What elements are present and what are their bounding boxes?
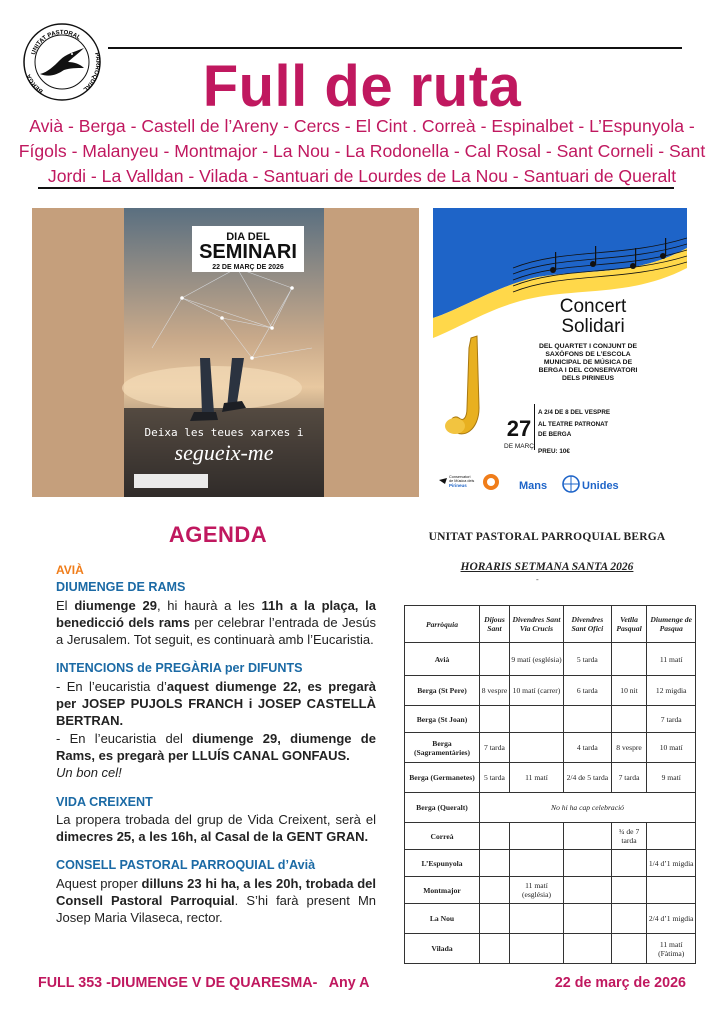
seminari-logos xyxy=(134,474,208,488)
svg-text:Mans: Mans xyxy=(519,480,548,492)
consell-text: Aquest proper dilluns 23 hi ha, a les 20h, trobada del Consell Pastoral Parroquial. S’hi farà present Mn Josep Maria Vilaseca, rector. xyxy=(56,875,376,926)
time-cell xyxy=(611,904,647,934)
schedule-dot: - xyxy=(536,575,539,584)
time-cell xyxy=(611,643,647,676)
concert-poster xyxy=(433,208,687,497)
time-cell xyxy=(480,934,510,964)
svg-text:de Música dels: de Música dels xyxy=(449,479,475,483)
seminari-poster xyxy=(32,208,419,497)
concert-info3: DE BERGA xyxy=(538,431,572,438)
svg-text:Conservatori: Conservatori xyxy=(449,475,471,479)
intencions-text-1: - En l’eucaristia d’aquest diumenge 22, es pregarà per JOSEP PUJOLS FRANCH i JOSEP CASTELLÀ BERTRAN. xyxy=(56,678,376,729)
vida-creixent-text: La propera trobada del grup de Vida Creixent, serà el dimecres 25, a les 16h, al Casal de la GENT GRAN. xyxy=(56,811,376,845)
table-row xyxy=(405,934,696,964)
time-cell: 6 tarda xyxy=(564,676,612,706)
table-row xyxy=(405,643,696,676)
time-cell: 10 nit xyxy=(611,676,647,706)
time-cell: 5 tarda xyxy=(564,643,612,676)
table-row xyxy=(405,823,696,850)
table-row xyxy=(405,793,696,823)
table-row xyxy=(405,706,696,733)
time-cell: 7 tarda xyxy=(480,733,510,763)
intencions-closing: Un bon cel! xyxy=(56,765,122,781)
parish-cell: Berga (Queralt) xyxy=(405,793,480,823)
seminari-script: segueix-me xyxy=(174,440,274,465)
time-cell: 11 matí (església) xyxy=(509,877,563,904)
logo-text-left: BERGA xyxy=(26,73,45,94)
footer-date: 22 de març de 2026 xyxy=(554,975,686,991)
concert-info2: AL TEATRE PATRONAT xyxy=(538,421,609,428)
seminari-line2: SEMINARI xyxy=(199,241,297,263)
time-cell: 10 matí (carrer) xyxy=(509,676,563,706)
places-list: Avià - Berga - Castell de l’Areny - Cercs - El Cint . Correà - Espinalbet - L’Espunyola - Fígols - Malanyeu - Montmajor - La Nou - La Rodonella - Cal Rosal - Sant Corneli - Sant Jordi - La Valldan - Vilada - Santuari de Lourdes de La Nou - Santuari de Queralt xyxy=(18,116,706,186)
time-cell xyxy=(480,904,510,934)
time-cell xyxy=(564,706,612,733)
parish-cell: L’Espunyola xyxy=(405,850,480,877)
header-rule-top xyxy=(108,47,682,49)
parish-cell: Avià xyxy=(405,643,480,676)
footer-issue: FULL 353 -DIUMENGE V DE QUARESMA- Any A xyxy=(38,975,370,991)
time-cell xyxy=(480,643,510,676)
parish-cell: Berga (St Joan) xyxy=(405,706,480,733)
concert-desc1: DEL QUARTET I CONJUNT DE xyxy=(538,343,638,350)
concert-desc3: MUNICIPAL DE MÚSICA DE xyxy=(543,359,633,366)
header-cell: Parròquia xyxy=(405,606,480,643)
seminari-slogan: Deixa les teues xarxes i xyxy=(144,426,304,439)
parish-cell: Vilada xyxy=(405,934,480,964)
section-heading-consell: CONSELL PASTORAL PARROQUIAL d’Avià xyxy=(56,858,316,873)
table-row xyxy=(405,904,696,934)
svg-text:Unides: Unides xyxy=(582,480,619,492)
time-cell xyxy=(647,823,696,850)
schedule-header-row xyxy=(405,606,696,643)
header-rule-bottom xyxy=(38,187,674,189)
section-heading-rams: DIUMENGE DE RAMS xyxy=(56,580,186,595)
concert-desc4: BERGA I DEL CONSERVATORI xyxy=(538,367,638,374)
time-cell: 5 tarda xyxy=(480,763,510,793)
section-heading-intencions: INTENCIONS de PREGÀRIA per DIFUNTS xyxy=(56,661,303,676)
parish-cell: Berga (Sagramentàries) xyxy=(405,733,480,763)
header-cell: Diumenge de Pasqua xyxy=(647,606,696,643)
time-cell xyxy=(480,823,510,850)
time-cell xyxy=(611,850,647,877)
time-cell xyxy=(564,904,612,934)
header-cell: Divendres Sant Ofici xyxy=(564,606,612,643)
time-cell xyxy=(509,706,563,733)
concert-price: PREU: 10€ xyxy=(538,448,570,455)
time-cell: 2/4 d’1 migdia xyxy=(647,904,696,934)
time-cell xyxy=(611,877,647,904)
time-cell xyxy=(480,706,510,733)
time-cell: 9 matí (església) xyxy=(509,643,563,676)
table-row xyxy=(405,676,696,706)
concert-title1: Concert xyxy=(559,296,627,317)
svg-text:Pirineus: Pirineus xyxy=(449,483,467,488)
concert-info1: A 2/4 DE 8 DEL VESPRE xyxy=(538,409,611,416)
note-cell: No hi ha cap celebració xyxy=(480,793,696,823)
concert-title2: Solidari xyxy=(561,316,625,337)
concert-day: 27 xyxy=(506,416,532,441)
parish-cell: Berga (Germanetes) xyxy=(405,763,480,793)
concert-desc2: SAXÒFONS DE L’ESCOLA xyxy=(545,351,631,358)
time-cell: 8 vespre xyxy=(611,733,647,763)
logo-text-right: PARROQUIAL xyxy=(81,52,101,93)
seminari-date: 22 DE MARÇ DE 2026 xyxy=(212,264,284,271)
time-cell: 12 migdia xyxy=(647,676,696,706)
time-cell: 2/4 de 5 tarda xyxy=(564,763,612,793)
time-cell: 11 matí xyxy=(647,643,696,676)
time-cell xyxy=(564,877,612,904)
concert-month: DE MARÇ xyxy=(504,443,534,450)
time-cell xyxy=(611,706,647,733)
time-cell xyxy=(647,877,696,904)
table-row xyxy=(405,850,696,877)
time-cell xyxy=(509,850,563,877)
parish-cell: Berga (St Pere) xyxy=(405,676,480,706)
header-cell: Divendres Sant Via Crucis xyxy=(509,606,563,643)
section-heading-vida-creixent: VIDA CREIXENT xyxy=(56,794,153,809)
logo-text-top: UNITAT PASTORAL xyxy=(31,29,82,56)
time-cell: 7 tarda xyxy=(647,706,696,733)
time-cell xyxy=(564,850,612,877)
time-cell xyxy=(480,850,510,877)
time-cell xyxy=(564,934,612,964)
schedule-title: HORARIS SETMANA SANTA 2026 xyxy=(460,561,634,573)
table-row xyxy=(405,733,696,763)
time-cell xyxy=(564,823,612,850)
time-cell: 10 matí xyxy=(647,733,696,763)
time-cell: 8 vespre xyxy=(480,676,510,706)
time-cell: 4 tarda xyxy=(564,733,612,763)
parish-cell: Correà xyxy=(405,823,480,850)
table-row xyxy=(405,877,696,904)
time-cell: 1/4 d’1 migdia xyxy=(647,850,696,877)
time-cell: 11 matí (Fàtima) xyxy=(647,934,696,964)
header-cell: Dijous Sant xyxy=(480,606,510,643)
time-cell xyxy=(611,934,647,964)
time-cell: 9 matí xyxy=(647,763,696,793)
time-cell xyxy=(509,733,563,763)
intencions-text-2: - En l’eucaristia del diumenge 29, diumenge de Rams, es pregarà per LLUÍS CANAL GONFAUS. xyxy=(56,730,376,763)
seminari-line1: DIA DEL xyxy=(226,231,270,243)
schedule-table xyxy=(404,605,696,964)
time-cell xyxy=(509,934,563,964)
parish-heading: AVIÀ xyxy=(56,563,84,577)
table-row xyxy=(405,763,696,793)
parish-cell: Montmajor xyxy=(405,877,480,904)
time-cell: 11 matí xyxy=(509,763,563,793)
time-cell xyxy=(480,877,510,904)
rams-text: El diumenge 29, hi haurà a les 11h a la plaça, la benedicció dels rams per celebrar l’entrada de Jesús a Jerusalem. Tot seguit, es continuarà amb l’Eucaristia. xyxy=(56,597,377,648)
unit-title: UNITAT PASTORAL PARROQUIAL BERGA xyxy=(428,531,666,543)
time-cell xyxy=(509,904,563,934)
agenda-column xyxy=(56,562,376,927)
time-cell: 7 tarda xyxy=(611,763,647,793)
agenda-title: AGENDA xyxy=(168,522,268,547)
time-cell xyxy=(509,823,563,850)
time-cell: ¾ de 7 tarda xyxy=(611,823,647,850)
parish-cell: La Nou xyxy=(405,904,480,934)
header-cell: Vetlla Pasqual xyxy=(611,606,647,643)
concert-desc5: DELS PIRINEUS xyxy=(561,375,615,382)
page-title: Full de ruta xyxy=(202,54,522,119)
